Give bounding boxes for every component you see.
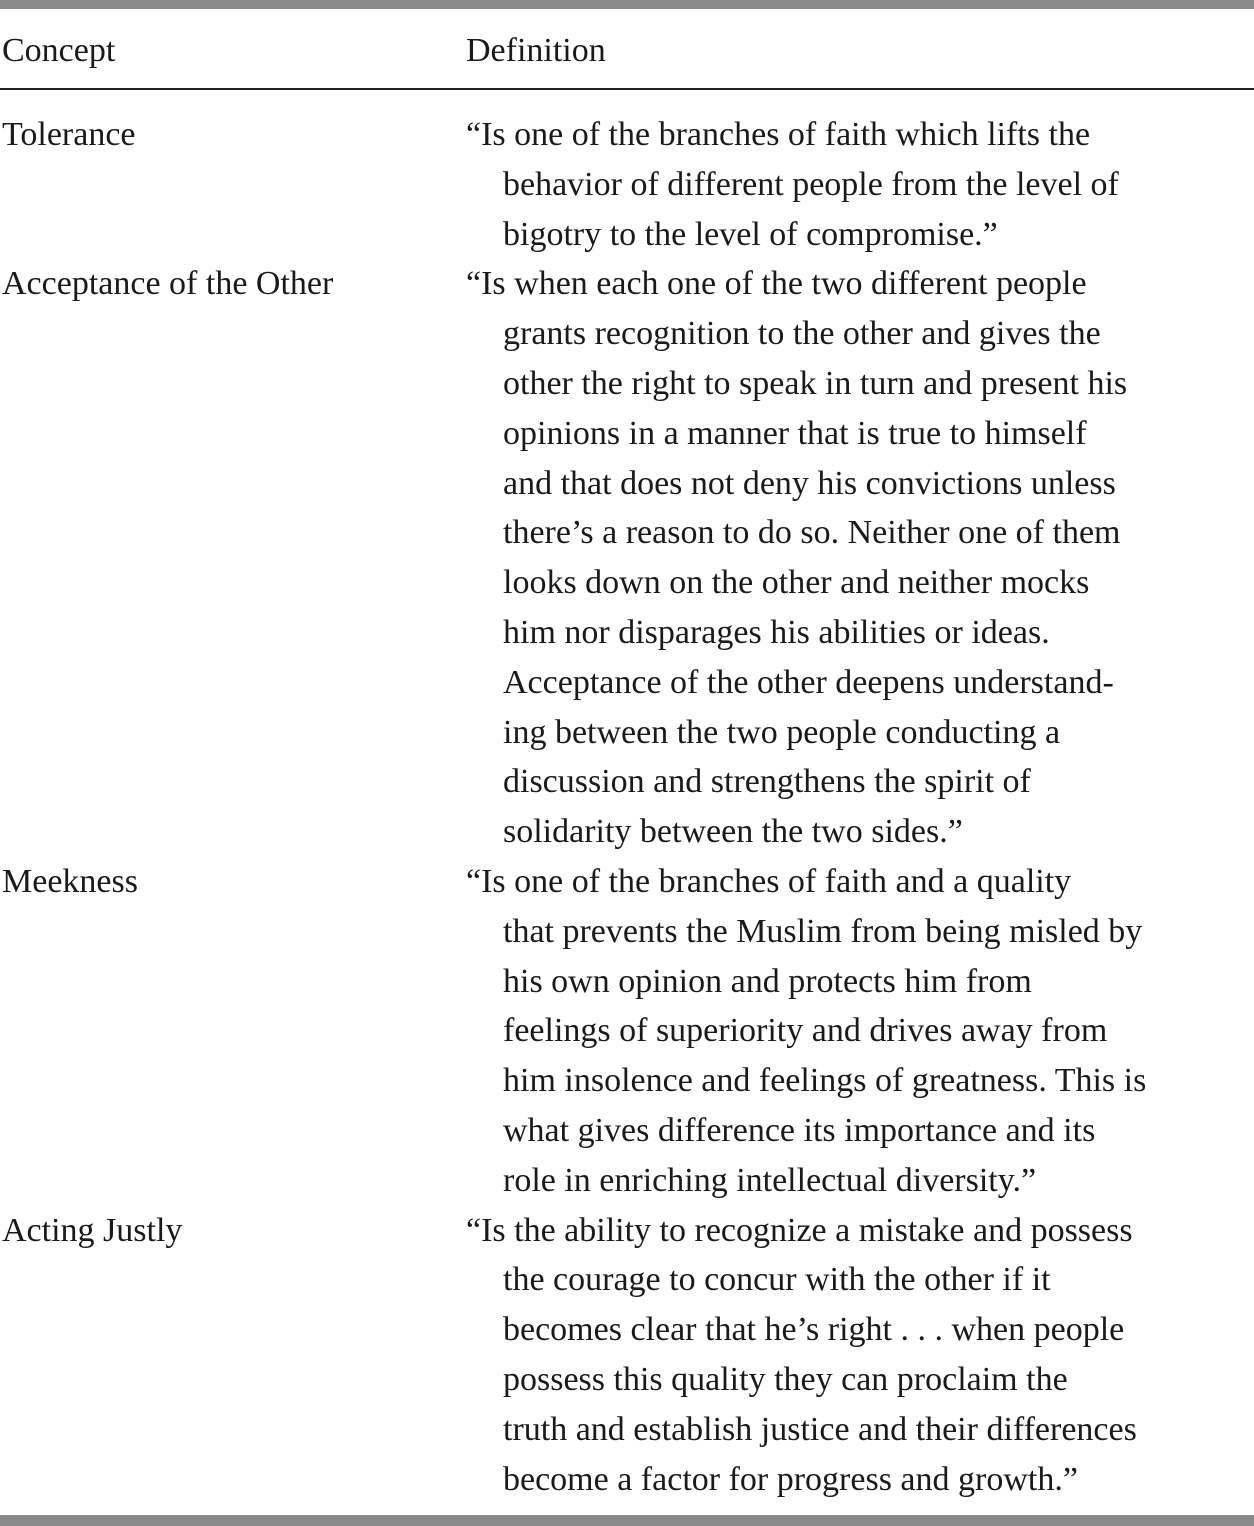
definition-line: “Is the ability to recognize a mistake and possess [466, 1211, 1133, 1249]
definition-line: opinions in a manner that is true to himself [503, 414, 1087, 452]
definition-line: solidarity between the two sides.” [503, 813, 963, 851]
definition-line: his own opinion and protects him from [503, 962, 1032, 1000]
definition-line: possess this quality they can proclaim the [503, 1360, 1068, 1398]
definition-line: other the right to speak in turn and present his [503, 364, 1128, 402]
table-bottom-rule [0, 1515, 1254, 1526]
definition-line: feelings of superiority and drives away from [503, 1012, 1108, 1050]
concept-cell: Acting Justly [2, 1211, 183, 1249]
definition-line: behavior of different people from the level of [503, 165, 1119, 203]
definition-line: there’s a reason to do so. Neither one of them [503, 514, 1121, 552]
definition-line: him insolence and feelings of greatness. This is [503, 1062, 1147, 1100]
definition-line: grants recognition to the other and gives the [503, 315, 1101, 353]
definition-line: the courage to concur with the other if it [503, 1261, 1051, 1299]
definition-line: Acceptance of the other deepens understand- [503, 663, 1114, 701]
definition-line: “Is one of the branches of faith and a quality [466, 863, 1072, 900]
definition-cell [466, 259, 1254, 857]
definition-line: looks down on the other and neither mocks [503, 564, 1090, 602]
definition-line: him nor disparages his abilities or ideas. [503, 613, 1050, 651]
column-header-definition: Definition [466, 32, 606, 69]
definition-cell [466, 857, 1254, 1206]
concept-cell: Acceptance of the Other [2, 265, 334, 303]
definition-line: “Is when each one of the two different people [466, 265, 1087, 303]
column-header-concept: Concept [2, 32, 116, 69]
definition-line: role in enriching intellectual diversity.” [503, 1161, 1037, 1199]
definition-line: bigotry to the level of compromise.” [503, 215, 998, 253]
header-rule [0, 88, 1254, 90]
concept-cell: Tolerance [2, 116, 136, 153]
table-top-rule [0, 0, 1254, 9]
definition-line: discussion and strengthens the spirit of [503, 763, 1031, 801]
definition-line: “Is one of the branches of faith which lifts the [466, 116, 1091, 153]
definition-line: ing between the two people conducting a [503, 713, 1061, 751]
definition-line: become a factor for progress and growth.” [503, 1460, 1078, 1498]
definition-line: truth and establish justice and their differences [503, 1410, 1137, 1448]
definition-line: that prevents the Muslim from being misled by [503, 912, 1143, 950]
definition-line: and that does not deny his convictions unless [503, 464, 1116, 502]
concept-cell: Meekness [2, 863, 138, 900]
definition-line: becomes clear that he’s right . . . when people [503, 1311, 1125, 1349]
definition-line: what gives difference its importance and its [503, 1111, 1096, 1149]
definition-cell [466, 110, 1254, 259]
definition-cell [466, 1206, 1254, 1505]
